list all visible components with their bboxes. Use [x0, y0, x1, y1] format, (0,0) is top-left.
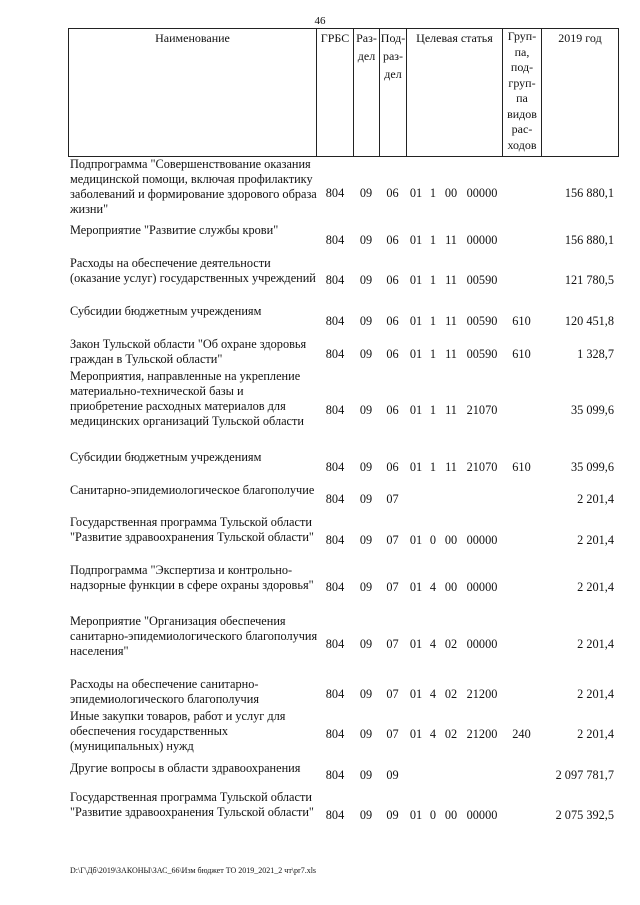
row-vr: 610 [512, 347, 531, 361]
row-cs3: 00 [444, 808, 458, 822]
row-cs4: 00000 [466, 580, 498, 594]
row-rz: 09 [359, 186, 373, 200]
row-name: Закон Тульской области "Об охране здоровья граждан в Тульской области" [70, 337, 307, 366]
header-target-article: Целевая статья [406, 28, 502, 157]
row-cs1: 01 [409, 273, 423, 287]
row-pr: 07 [386, 580, 399, 594]
header-grbs: ГРБС [316, 28, 353, 157]
row-grbs: 804 [325, 314, 345, 328]
row-cs1: 01 [409, 403, 423, 417]
row-cs1: 01 [409, 687, 423, 701]
row-amount: 2 201,4 [577, 637, 614, 651]
header-expense-group: Груп- па, под- груп- па видов рас- ходов [502, 28, 541, 157]
row-grbs: 804 [325, 768, 345, 782]
row-grbs: 804 [325, 808, 345, 822]
row-grbs: 804 [325, 492, 345, 506]
row-grbs: 804 [325, 186, 345, 200]
row-amount: 1 328,7 [577, 347, 614, 361]
table-row [0, 337, 640, 367]
page-number: 46 [314, 15, 326, 27]
row-amount: 121 780,5 [564, 273, 614, 287]
row-cs1: 01 [409, 533, 423, 547]
row-cs4: 21070 [466, 403, 498, 417]
row-cs4: 00000 [466, 533, 498, 547]
table-row [0, 223, 640, 253]
row-cs2: 4 [429, 687, 437, 701]
row-amount: 2 201,4 [577, 727, 614, 741]
row-cs2: 0 [429, 533, 437, 547]
row-grbs: 804 [325, 233, 345, 247]
row-rz: 09 [359, 637, 373, 651]
header-name: Наименование [68, 28, 316, 157]
table-row [0, 563, 640, 608]
row-grbs: 804 [325, 347, 345, 361]
row-vr: 240 [512, 727, 531, 741]
row-cs3: 11 [445, 314, 457, 328]
table-row [0, 369, 640, 454]
row-cs4: 21070 [466, 460, 498, 474]
row-cs3: 11 [445, 403, 457, 417]
row-amount: 156 880,1 [564, 186, 614, 200]
row-cs3: 00 [444, 186, 458, 200]
row-cs1: 01 [409, 186, 423, 200]
row-cs1: 01 [409, 637, 423, 651]
row-cs2: 1 [429, 233, 437, 247]
row-grbs: 804 [325, 533, 345, 547]
row-pr: 09 [386, 768, 399, 782]
row-pr: 06 [386, 460, 399, 474]
row-pr: 09 [386, 808, 399, 822]
row-grbs: 804 [325, 273, 345, 287]
row-cs3: 11 [445, 273, 457, 287]
row-cs3: 11 [445, 347, 457, 361]
row-cs2: 1 [429, 460, 437, 474]
row-cs3: 00 [444, 533, 458, 547]
row-cs2: 1 [429, 347, 437, 361]
row-cs4: 00000 [466, 637, 498, 651]
row-amount: 2 075 392,5 [555, 808, 614, 822]
row-name: Государственная программа Тульской области "Развитие здравоохранения Тульской области" [70, 790, 314, 819]
table-row [0, 304, 640, 334]
row-name: Субсидии бюджетным учреждениям [70, 450, 262, 464]
row-rz: 09 [359, 768, 373, 782]
row-cs2: 4 [429, 637, 437, 651]
row-name: Расходы на обеспечение санитарно-эпидемиологического благополучия [70, 677, 259, 706]
table-row [0, 483, 640, 513]
row-cs1: 01 [409, 314, 423, 328]
row-cs4: 00590 [466, 314, 498, 328]
row-pr: 06 [386, 314, 399, 328]
row-grbs: 804 [325, 460, 345, 474]
row-vr: 610 [512, 460, 531, 474]
row-pr: 07 [386, 687, 399, 701]
row-name: Мероприятия, направленные на укрепление материально-технической базы и приобретение расходных материалов для медицинских организаций Тульской области [70, 369, 304, 428]
row-amount: 2 201,4 [577, 533, 614, 547]
table-row [0, 256, 640, 301]
table-row [0, 614, 640, 674]
row-cs2: 0 [429, 808, 437, 822]
row-cs1: 01 [409, 808, 423, 822]
row-cs1: 01 [409, 233, 423, 247]
row-cs4: 00000 [466, 186, 498, 200]
row-name: Мероприятие "Организация обеспечения санитарно-эпидемиологического благополучия населения" [70, 614, 318, 658]
row-amount: 120 451,8 [564, 314, 614, 328]
header-podrazdel: Под- раз- дел [379, 28, 406, 157]
row-cs3: 02 [444, 637, 458, 651]
row-name: Государственная программа Тульской области "Развитие здравоохранения Тульской области" [70, 515, 314, 544]
table-row [0, 677, 640, 707]
row-pr: 06 [386, 186, 399, 200]
table-row [0, 709, 640, 754]
row-rz: 09 [359, 808, 373, 822]
row-pr: 07 [386, 533, 399, 547]
table-row [0, 450, 640, 480]
row-amount: 2 201,4 [577, 580, 614, 594]
row-cs2: 1 [429, 403, 437, 417]
row-cs4: 00590 [466, 273, 498, 287]
row-rz: 09 [359, 687, 373, 701]
row-name: Подпрограмма "Экспертиза и контрольно-надзорные функции в сфере охраны здоровья" [70, 563, 314, 592]
row-amount: 35 099,6 [570, 460, 614, 474]
row-cs4: 21200 [466, 727, 498, 741]
row-cs1: 01 [409, 727, 423, 741]
row-pr: 07 [386, 727, 399, 741]
row-rz: 09 [359, 347, 373, 361]
row-rz: 09 [359, 580, 373, 594]
header-year: 2019 год [541, 28, 619, 157]
row-cs1: 01 [409, 347, 423, 361]
row-grbs: 804 [325, 727, 345, 741]
file-path-footer: D:\Г\Дб\2019\ЗАКОНЫ\ЗАС_66\Изм бюджет ТО 2019_2021_2 чт\pr7.xls [70, 866, 317, 875]
row-cs2: 4 [429, 727, 437, 741]
row-cs2: 4 [429, 580, 437, 594]
table-row [0, 790, 640, 835]
table-row [0, 515, 640, 560]
row-cs3: 11 [445, 233, 457, 247]
row-grbs: 804 [325, 403, 345, 417]
row-name: Субсидии бюджетным учреждениям [70, 304, 262, 318]
row-cs4: 00000 [466, 808, 498, 822]
row-amount: 156 880,1 [564, 233, 614, 247]
row-grbs: 804 [325, 687, 345, 701]
row-cs4: 00000 [466, 233, 498, 247]
row-cs3: 02 [444, 727, 458, 741]
row-rz: 09 [359, 273, 373, 287]
table-row [0, 761, 640, 782]
row-cs3: 00 [444, 580, 458, 594]
row-cs2: 1 [429, 186, 437, 200]
row-pr: 06 [386, 347, 399, 361]
row-name: Мероприятие "Развитие службы крови" [70, 223, 279, 237]
row-cs3: 02 [444, 687, 458, 701]
row-rz: 09 [359, 403, 373, 417]
row-rz: 09 [359, 233, 373, 247]
row-name: Расходы на обеспечение деятельности (оказание услуг) государственных учреждений [70, 256, 316, 285]
row-amount: 2 201,4 [577, 492, 614, 506]
row-pr: 06 [386, 233, 399, 247]
row-vr: 610 [512, 314, 531, 328]
row-cs2: 1 [429, 273, 437, 287]
row-name: Подпрограмма "Совершенствование оказания медицинской помощи, включая профилактику заболеваний и формирование здорового образа жизни" [70, 157, 317, 216]
row-cs4: 00590 [466, 347, 498, 361]
row-rz: 09 [359, 314, 373, 328]
row-cs1: 01 [409, 580, 423, 594]
row-cs4: 21200 [466, 687, 498, 701]
row-rz: 09 [359, 533, 373, 547]
header-razdel: Раз- дел [353, 28, 379, 157]
row-rz: 09 [359, 460, 373, 474]
row-grbs: 804 [325, 580, 345, 594]
row-amount: 2 097 781,7 [555, 768, 614, 782]
row-rz: 09 [359, 492, 373, 506]
row-pr: 06 [386, 273, 399, 287]
row-pr: 07 [386, 637, 399, 651]
row-cs3: 11 [445, 460, 457, 474]
row-cs2: 1 [429, 314, 437, 328]
row-rz: 09 [359, 727, 373, 741]
row-name: Иные закупки товаров, работ и услуг для обеспечения государственных (муниципальных) нужд [70, 709, 286, 753]
row-amount: 2 201,4 [577, 687, 614, 701]
row-name: Другие вопросы в области здравоохранения [70, 761, 301, 775]
row-grbs: 804 [325, 637, 345, 651]
row-pr: 07 [386, 492, 399, 506]
row-cs1: 01 [409, 460, 423, 474]
row-pr: 06 [386, 403, 399, 417]
row-name: Санитарно-эпидемиологическое благополучие [70, 483, 315, 497]
table-row [0, 157, 640, 217]
row-amount: 35 099,6 [570, 403, 614, 417]
